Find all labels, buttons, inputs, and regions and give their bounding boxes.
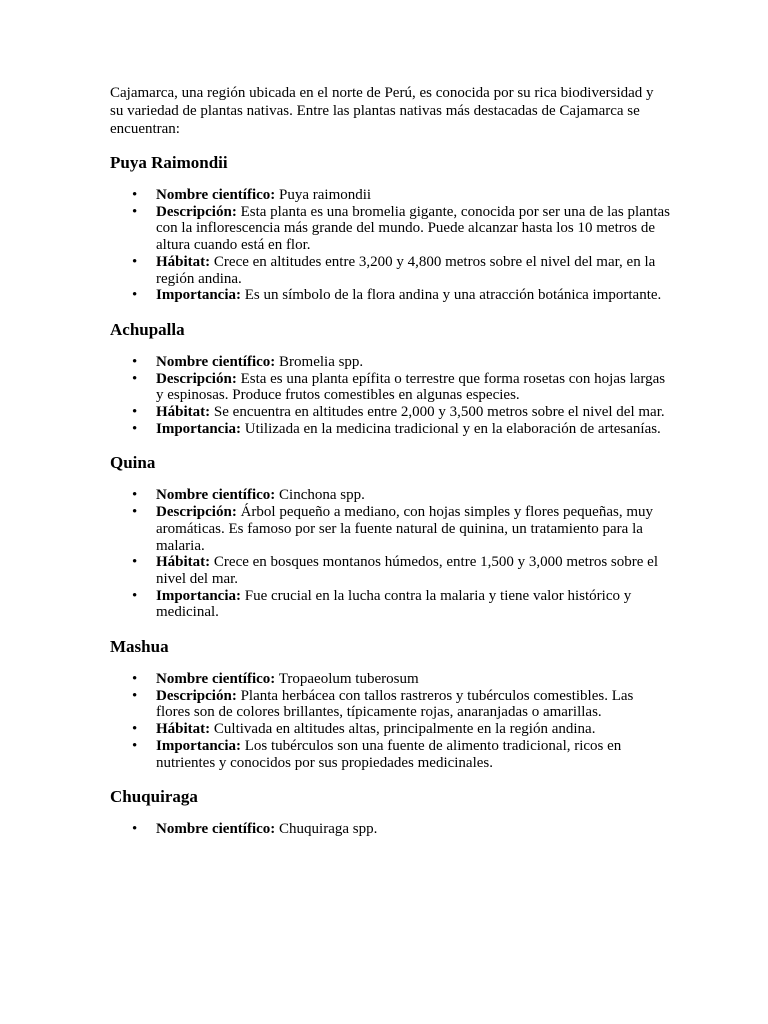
fact-label: Importancia:: [156, 737, 241, 754]
fact-value: Crece en altitudes entre 3,200 y 4,800 metros sobre el nivel del mar, en la región andina.: [156, 253, 656, 287]
fact-value: Tropaeolum tuberosum: [275, 671, 419, 688]
fact-label: Hábitat:: [156, 721, 211, 738]
list-item: [132, 671, 670, 688]
list-item: [132, 487, 670, 504]
facts-list-chuquiraga: [110, 821, 670, 838]
fact-value: Fue crucial en la lucha contra la malaria y tiene valor histórico y medicinal.: [156, 587, 632, 621]
section-title-mashua: Mashua: [110, 637, 169, 657]
bullet-icon: •: [132, 420, 138, 437]
list-item: [132, 587, 670, 621]
fact-value: Árbol pequeño a mediano, con hojas simples y flores pequeñas, muy aromáticas. Es famoso por ser la fuente natural de quinina, un tratamiento para la malaria.: [156, 504, 653, 554]
fact-value: Cultivada en altitudes altas, principalmente en la región andina.: [210, 721, 596, 738]
section-title-puya-raimondii: Puya Raimondii: [110, 153, 228, 172]
bullet-icon: •: [132, 671, 138, 688]
list-item: [132, 253, 670, 287]
fact-value: Chuquiraga spp.: [275, 821, 378, 838]
fact-value: Cinchona spp.: [275, 487, 365, 504]
list-item: [132, 287, 670, 304]
fact-value: Puya raimondii: [275, 187, 372, 203]
fact-label: Importancia:: [156, 287, 241, 304]
list-item: [132, 420, 670, 438]
bullet-icon: •: [132, 404, 138, 421]
fact-label: Descripción:: [156, 687, 237, 704]
list-item: [132, 821, 670, 838]
bullet-icon: •: [132, 821, 138, 838]
fact-label: Importancia:: [156, 420, 241, 437]
bullet-icon: •: [132, 687, 138, 704]
section-title-chuquiraga: Chuquiraga: [110, 787, 198, 807]
fact-label: Hábitat:: [156, 554, 211, 571]
bullet-icon: •: [132, 353, 138, 370]
facts-list-quina: [110, 487, 670, 621]
fact-value: Crece en bosques montanos húmedos, entre 1,500 y 3,000 metros sobre el nivel del mar.: [156, 554, 658, 587]
bullet-icon: •: [132, 370, 138, 387]
bullet-icon: •: [132, 287, 138, 304]
fact-label: Importancia:: [156, 587, 241, 604]
section-title-quina: Quina: [110, 453, 156, 473]
fact-label: Hábitat:: [156, 253, 211, 270]
bullet-icon: •: [132, 187, 138, 203]
document-page: [110, 84, 670, 854]
list-item: [132, 187, 670, 204]
intro-paragraph: Cajamarca, una región ubicada en el norte de Perú, es conocida por su rica biodiversidad y su variedad de plantas nativas. Entre las plantas nativas más destacadas de Cajamarca se encuentran:: [110, 85, 654, 137]
bullet-icon: •: [132, 737, 138, 754]
fact-label: Descripción:: [156, 370, 237, 387]
fact-label: Nombre científico:: [156, 187, 276, 203]
bullet-icon: •: [132, 554, 138, 571]
fact-value: Los tubérculos son una fuente de alimento tradicional, ricos en nutrientes y conocidos por sus propiedades medicinales.: [156, 737, 622, 771]
bullet-icon: •: [132, 721, 138, 738]
fact-value: Se encuentra en altitudes entre 2,000 y 3,500 metros sobre el nivel del mar.: [210, 404, 665, 421]
fact-value: Esta planta es una bromelia gigante, conocida por ser una de las plantas con la inflorescencia más grande del mundo. Puede alcanzar hasta los 10 metros de altura cuando está en flor.: [156, 203, 671, 254]
list-item: [132, 554, 670, 587]
fact-value: Utilizada en la medicina tradicional y en la elaboración de artesanías.: [241, 420, 661, 437]
list-item: [132, 504, 670, 554]
list-item: [132, 404, 670, 421]
list-item: [132, 687, 670, 721]
bullet-icon: •: [132, 203, 138, 220]
facts-list-puya-raimondii: [110, 187, 670, 304]
fact-label: Descripción:: [156, 203, 237, 220]
list-item: [132, 370, 670, 404]
fact-value: Es un símbolo de la flora andina y una atracción botánica importante.: [241, 287, 662, 304]
fact-value: Bromelia spp.: [275, 353, 364, 370]
fact-label: Hábitat:: [156, 404, 211, 421]
bullet-icon: •: [132, 504, 138, 521]
fact-value: Planta herbácea con tallos rastreros y tubérculos comestibles. Las flores son de colores brillantes, típicamente rojas, anaranjadas o amarillas.: [156, 687, 634, 721]
facts-list-mashua: [110, 671, 670, 771]
fact-label: Nombre científico:: [156, 821, 276, 838]
fact-label: Nombre científico:: [156, 671, 276, 688]
bullet-icon: •: [132, 253, 138, 270]
fact-label: Descripción:: [156, 504, 237, 521]
bullet-icon: •: [132, 587, 138, 604]
list-item: [132, 203, 671, 254]
facts-list-achupalla: [110, 354, 670, 438]
section-title-achupalla: Achupalla: [110, 319, 185, 339]
fact-label: Nombre científico:: [156, 353, 276, 370]
list-item: [132, 721, 670, 738]
list-item: [132, 353, 670, 371]
bullet-icon: •: [132, 487, 138, 504]
list-item: [132, 737, 670, 771]
fact-label: Nombre científico:: [156, 487, 276, 504]
fact-value: Esta es una planta epífita o terrestre que forma rosetas con hojas largas y espinosas. Produce frutos comestibles en algunas especies.: [156, 370, 666, 404]
